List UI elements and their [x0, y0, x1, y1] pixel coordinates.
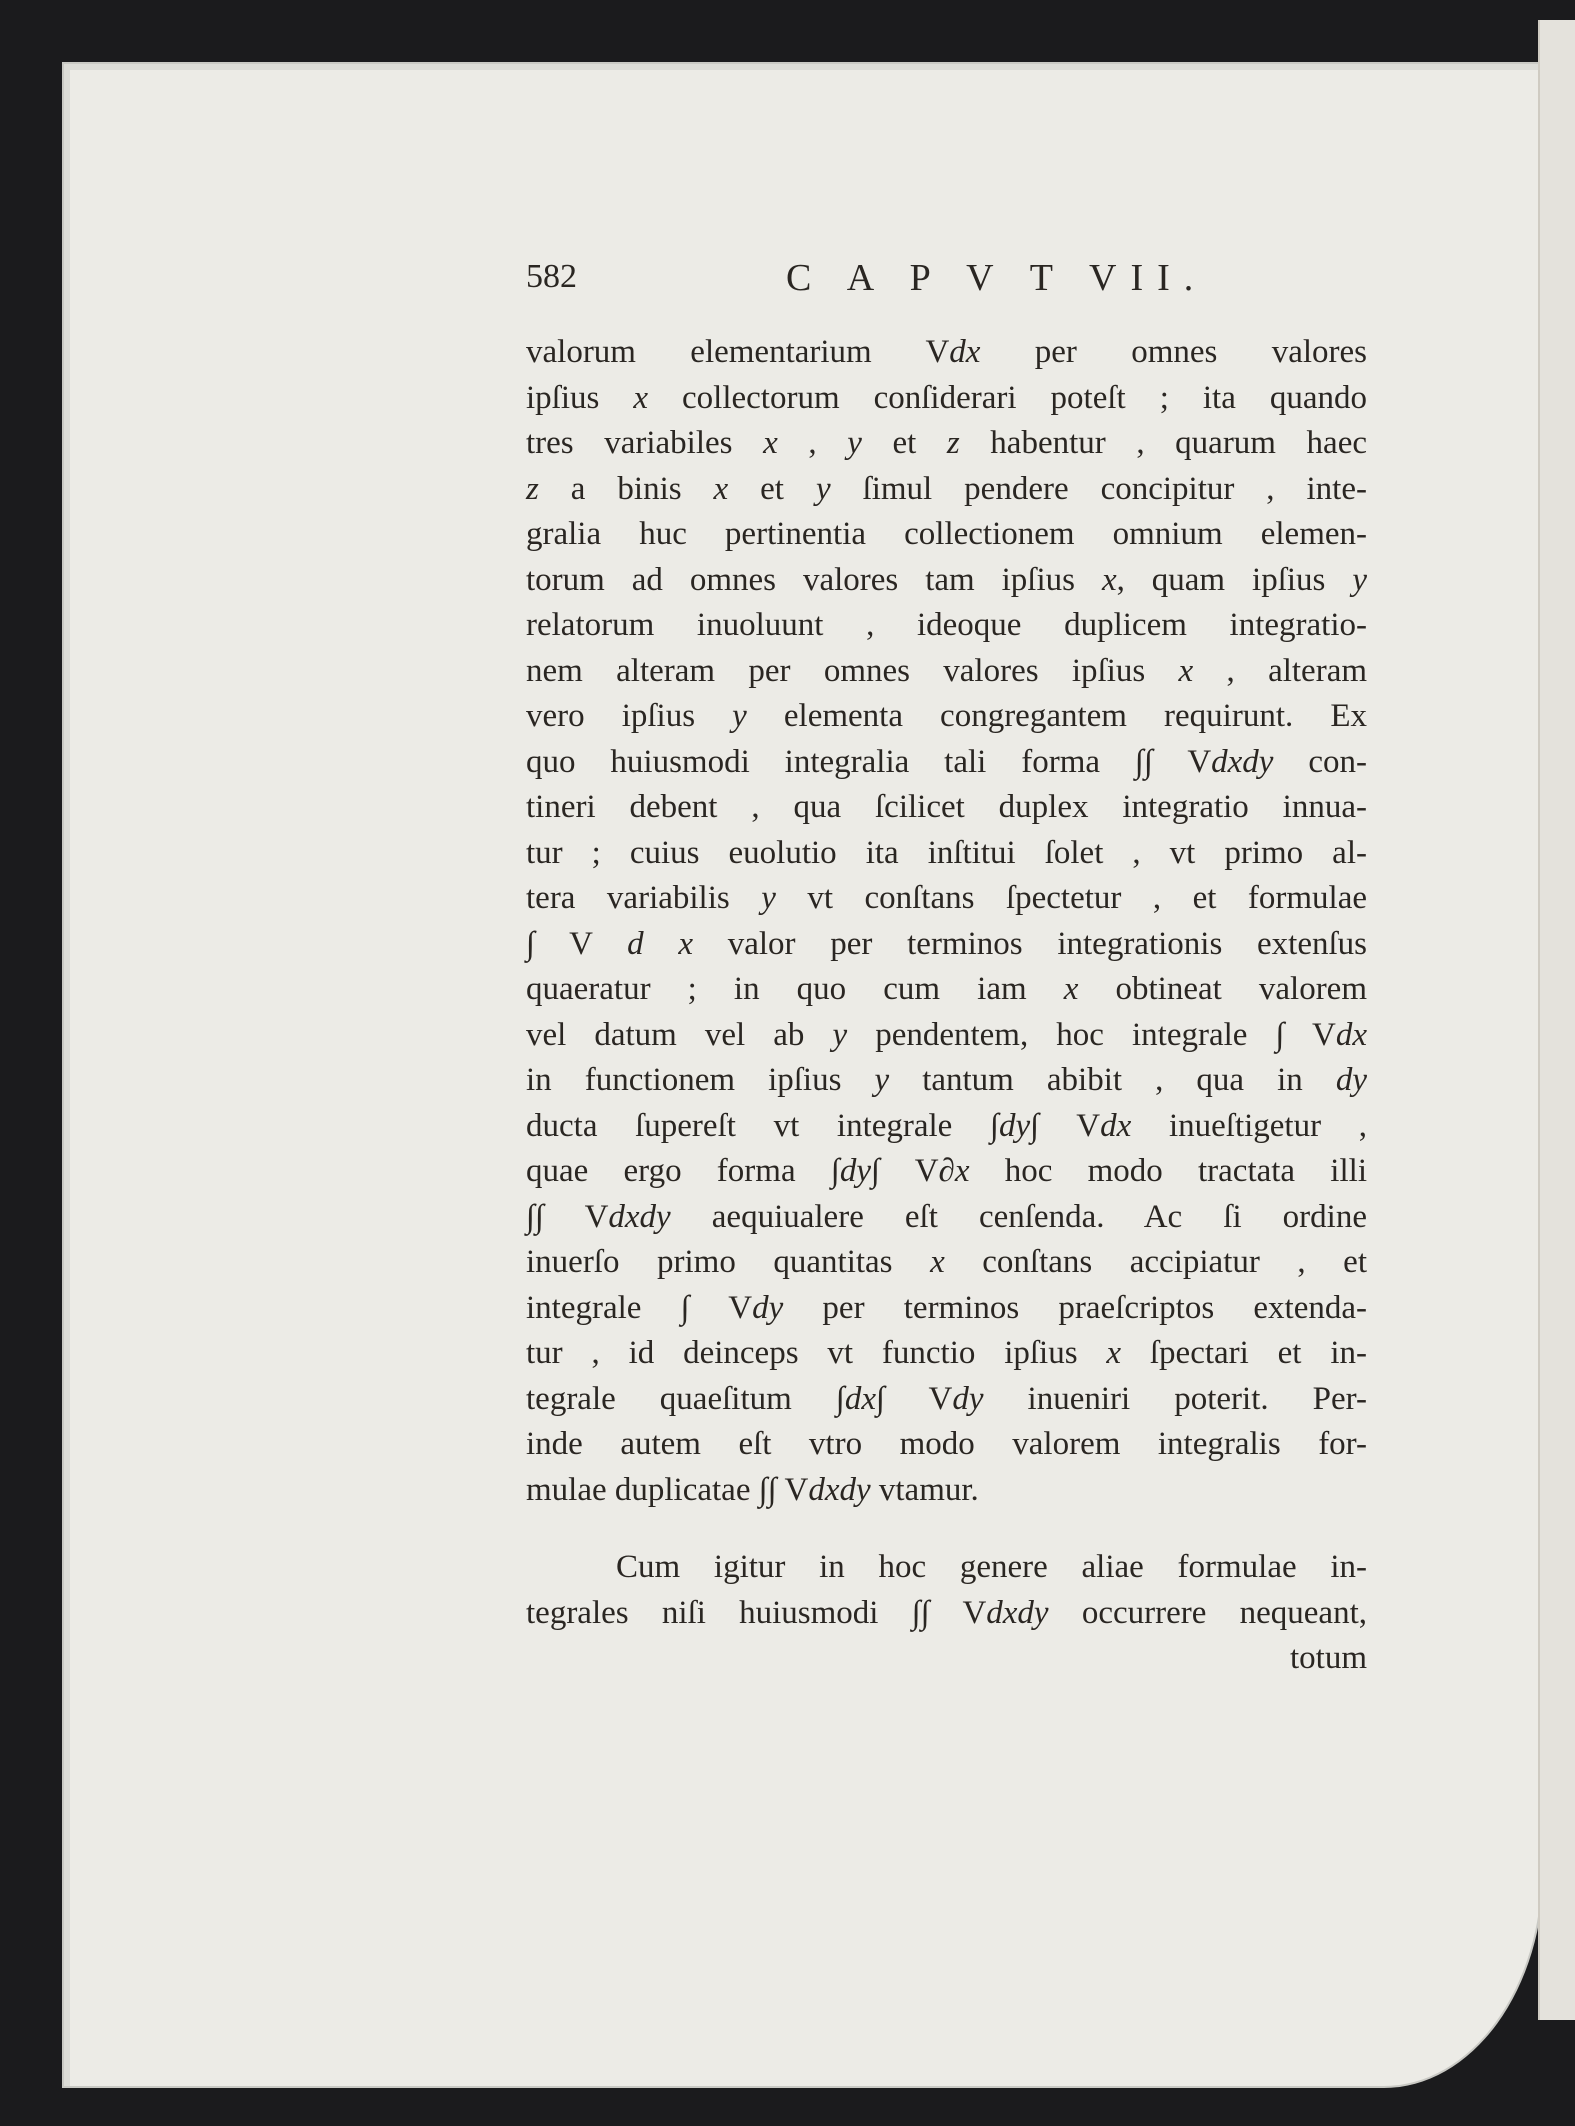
- text-segment: in functionem ipſius: [526, 1062, 875, 1098]
- text-segment: quo huiusmodi integralia tali forma: [526, 743, 1135, 780]
- text-line: [526, 1286, 1367, 1332]
- text-line: [526, 376, 1367, 422]
- page-number: 582: [526, 258, 577, 295]
- math-expression: ∫: [1275, 1016, 1285, 1053]
- text-segment: ducta ſupereſt vt integrale: [526, 1107, 990, 1144]
- text-segment: con-: [1273, 743, 1367, 780]
- math-expression: y: [761, 880, 776, 916]
- math-expression: dy: [752, 1289, 784, 1326]
- text-segment: inde autem eſt vtro modo valorem integralis for-: [526, 1426, 1367, 1462]
- book-gutter: [1538, 20, 1575, 2020]
- body-text: [526, 330, 1367, 1682]
- text-segment: V: [535, 925, 628, 962]
- text-line: [526, 1240, 1367, 1286]
- text-line: [526, 330, 1367, 376]
- catchword: totum: [1289, 1640, 1367, 1676]
- text-line: [526, 603, 1367, 649]
- math-expression: x: [633, 379, 649, 416]
- text-line: [526, 558, 1367, 604]
- math-expression: x: [1178, 652, 1194, 689]
- text-segment: V: [1284, 1016, 1336, 1053]
- math-expression: dy: [1335, 1062, 1368, 1098]
- text-segment: valorum elementarium V: [526, 334, 950, 370]
- text-line: [526, 1058, 1367, 1104]
- text-segment: elementa congregantem requirunt. Ex: [746, 698, 1367, 734]
- text-line: [526, 1545, 1367, 1591]
- text-segment: ſpectari et in-: [1121, 1335, 1367, 1371]
- math-expression: y: [832, 1016, 848, 1053]
- text-segment: V: [689, 1289, 753, 1326]
- text-segment: tur ; cuius euolutio ita inſtitui ſolet , vt primo al-: [526, 834, 1367, 871]
- math-expression: y: [815, 470, 831, 507]
- text-segment: per terminos praeſcriptos extenda-: [783, 1289, 1367, 1326]
- math-expression: ∫∫: [911, 1594, 930, 1631]
- text-segment: tineri debent , qua ſcilicet duplex integratio innua-: [526, 789, 1367, 825]
- math-expression: ∫dy∫: [990, 1107, 1040, 1144]
- text-segment: hoc modo tractata illi: [969, 1153, 1367, 1189]
- math-expression: d x: [627, 925, 694, 962]
- text-line: [526, 876, 1367, 922]
- text-segment: vel datum vel ab: [526, 1016, 833, 1053]
- text-line: [526, 1104, 1367, 1150]
- chapter-title: C A P V T VII.: [786, 257, 1208, 299]
- text-segment: mulae duplicatae: [526, 1471, 759, 1508]
- text-segment: torum ad omnes valores tam ipſius: [526, 561, 1102, 598]
- text-segment: inueſtigetur ,: [1131, 1107, 1367, 1144]
- text-segment: a binis: [538, 470, 714, 507]
- math-expression: x: [713, 470, 729, 507]
- math-expression: dxdy: [1211, 743, 1274, 780]
- text-line: [526, 922, 1367, 968]
- math-expression: x: [930, 1244, 945, 1280]
- text-segment: per omnes valores: [980, 334, 1367, 370]
- math-expression: ∫dx∫: [835, 1380, 886, 1417]
- text-segment: , alteram: [1193, 652, 1368, 689]
- text-segment: vero ipſius: [526, 698, 733, 734]
- text-line: [526, 1468, 1367, 1514]
- math-expression: dx: [1100, 1107, 1132, 1144]
- paragraph: [526, 1545, 1367, 1636]
- text-segment: tegrale quaeſitum: [526, 1380, 836, 1417]
- text-line: [526, 1013, 1367, 1059]
- text-line: [526, 1149, 1367, 1195]
- math-expression: dx: [1335, 1016, 1367, 1053]
- math-expression: y: [732, 698, 747, 734]
- text-line: [526, 967, 1367, 1013]
- running-header: [526, 258, 1367, 308]
- text-line: [526, 740, 1367, 786]
- text-segment: V: [880, 1153, 939, 1189]
- math-expression: ∫∫: [1134, 743, 1154, 780]
- math-expression: x: [1106, 1335, 1122, 1371]
- math-expression: dy: [952, 1380, 984, 1417]
- text-segment: V: [1153, 743, 1212, 780]
- text-segment: nem alteram per omnes valores ipſius: [526, 652, 1179, 689]
- math-expression: y: [847, 425, 862, 461]
- text-segment: quaeratur ; in quo cum iam: [526, 971, 1064, 1007]
- math-expression: ∫: [526, 925, 536, 962]
- text-segment: V: [544, 1198, 609, 1235]
- text-segment: inuerſo primo quantitas: [526, 1244, 931, 1280]
- text-line: [526, 512, 1367, 558]
- math-expression: z: [946, 425, 960, 461]
- text-segment: obtineat valorem: [1078, 971, 1367, 1007]
- text-line: [526, 649, 1367, 695]
- text-segment: tantum abibit , qua in: [889, 1062, 1336, 1098]
- text-segment: tres variabiles: [526, 425, 764, 461]
- math-expression: ∫∫: [758, 1471, 777, 1508]
- math-expression: dx: [949, 334, 981, 370]
- math-expression: ∂x: [938, 1153, 970, 1189]
- text-line: [526, 1331, 1367, 1377]
- text-segment: V: [929, 1594, 987, 1631]
- text-line: [526, 1422, 1367, 1468]
- text-line: [526, 421, 1367, 467]
- text-segment: quae ergo forma: [526, 1153, 831, 1189]
- text-segment: aequiualere eſt cenſenda. Ac ſi ordine: [670, 1198, 1367, 1235]
- math-expression: x: [1101, 561, 1117, 598]
- text-segment: , quam ipſius: [1116, 561, 1353, 598]
- text-line: [526, 467, 1367, 513]
- math-expression: y: [874, 1062, 890, 1098]
- math-expression: ∫: [680, 1289, 690, 1326]
- text-segment: ,: [777, 425, 848, 461]
- paragraph: [526, 330, 1367, 1513]
- text-segment: V: [1039, 1107, 1101, 1144]
- text-segment: et: [728, 470, 816, 507]
- text-segment: pendentem, hoc integrale: [847, 1016, 1276, 1053]
- text-segment: habentur , quarum haec: [959, 425, 1368, 461]
- paragraph-gap: [526, 1513, 1367, 1545]
- text-line: [526, 1377, 1367, 1423]
- math-expression: dxdy: [986, 1594, 1049, 1631]
- text-segment: vtamur.: [870, 1471, 979, 1508]
- text-segment: Cum igitur in hoc genere aliae formulae in-: [616, 1549, 1367, 1585]
- text-segment: V: [885, 1380, 953, 1417]
- text-segment: occurrere nequeant,: [1048, 1594, 1367, 1631]
- text-segment: gralia huc pertinentia collectionem omnium elemen-: [526, 516, 1367, 552]
- text-segment: ipſius: [526, 379, 634, 416]
- text-line: [526, 785, 1367, 831]
- text-segment: tera variabilis: [526, 880, 762, 916]
- math-expression: dxdy: [608, 1198, 671, 1235]
- text-segment: conſtans accipiatur , et: [944, 1244, 1367, 1280]
- math-expression: ∫∫: [526, 1198, 545, 1235]
- text-segment: collectorum conſiderari poteſt ; ita quando: [648, 379, 1367, 416]
- text-segment: tur , id deinceps vt functio ipſius: [526, 1335, 1107, 1371]
- math-expression: x: [1063, 971, 1079, 1007]
- text-segment: valor per terminos integrationis extenſus: [693, 925, 1367, 962]
- text-segment: tegrales niſi huiusmodi: [526, 1594, 912, 1631]
- text-line: [526, 1195, 1367, 1241]
- text-segment: integrale: [526, 1289, 681, 1326]
- text-line: [526, 831, 1367, 877]
- math-expression: z: [526, 470, 539, 507]
- text-segment: V: [776, 1471, 809, 1508]
- text-line: [526, 694, 1367, 740]
- text-segment: ſimul pendere concipitur , inte-: [830, 470, 1367, 507]
- math-expression: ∫dy∫: [830, 1153, 881, 1189]
- math-expression: x: [763, 425, 778, 461]
- text-segment: vt conſtans ſpectetur , et formulae: [775, 880, 1367, 916]
- text-segment: relatorum inuoluunt , ideoque duplicem integratio-: [526, 607, 1367, 643]
- math-expression: dxdy: [808, 1471, 871, 1508]
- text-line: [526, 1591, 1367, 1637]
- text-segment: et: [861, 425, 947, 461]
- math-expression: y: [1352, 561, 1367, 598]
- text-segment: inueniri poterit. Per-: [983, 1380, 1367, 1417]
